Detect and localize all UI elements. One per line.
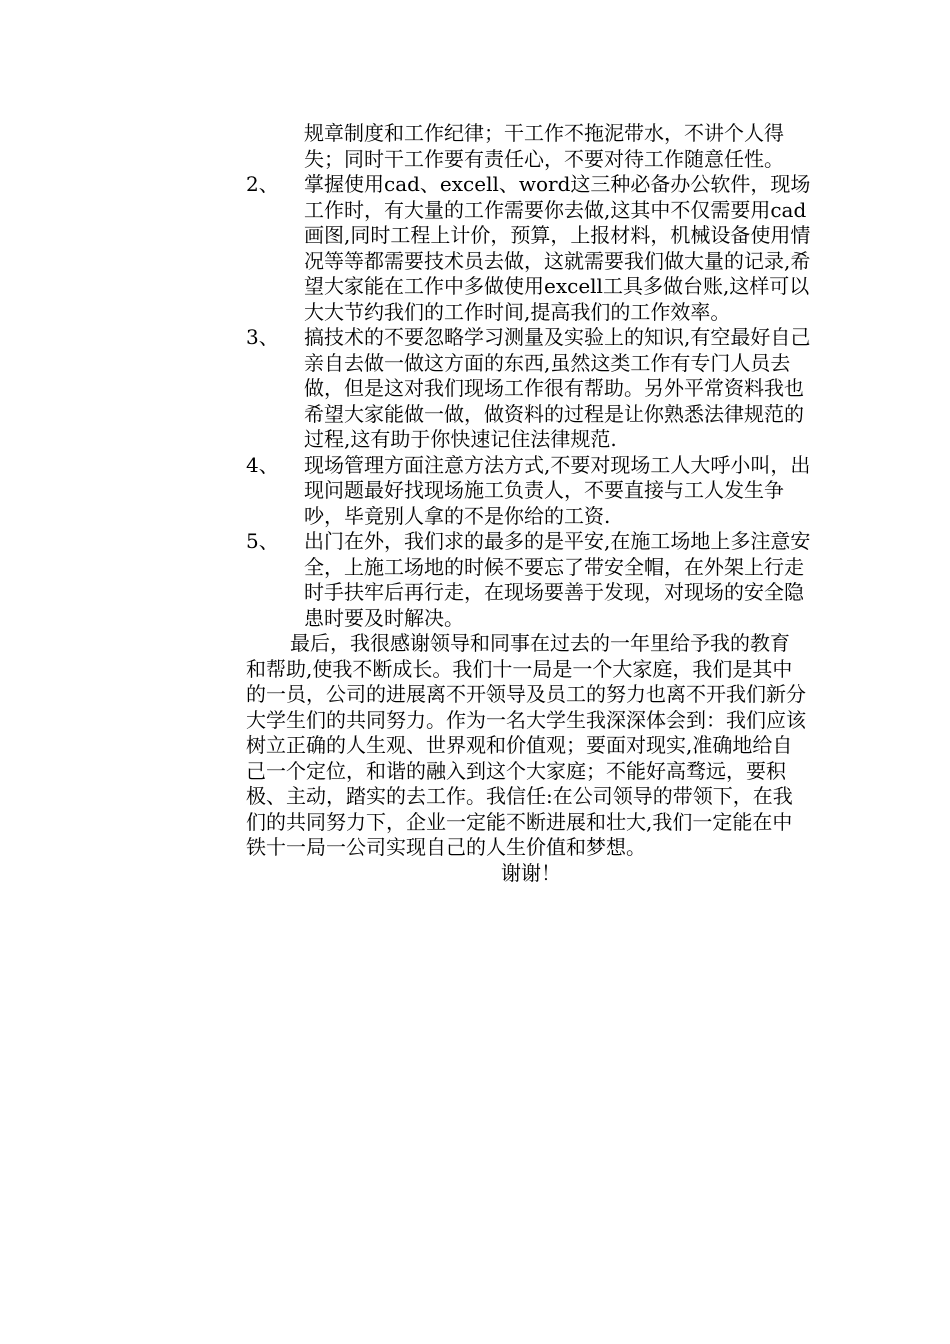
document-body (246, 121, 816, 886)
list-item-text: 搞技术的不要忽略学习测量及实验上的知识,有空最好自己亲自去做一做这方面的东西,虽然这类工作有专门人员去做，但是这对我们现场工作很有帮助。另外平常资料我也希望大家能做一做，做资料的过程是让你熟悉法律规范的过程,这有助于你快速记住法律规范. (304, 325, 811, 451)
list-item-continuation (246, 121, 816, 172)
list-item (246, 325, 816, 453)
list-item-text: 出门在外，我们求的最多的是平安,在施工场地上多注意安全，上施工场地的时候不要忘了带安全帽，在外架上行走时手扶牢后再行走，在现场要善于发现，对现场的安全隐患时要及时解决。 (304, 529, 811, 630)
continuation-text: 规章制度和工作纪律；干工作不拖泥带水，不讲个人得失；同时干工作要有责任心，不要对待工作随意任性。 (304, 121, 784, 171)
list-item (246, 529, 816, 631)
closing-paragraph: 最后，我很感谢领导和同事在过去的一年里给予我的教育和帮助,使我不断成长。我们十一局是一个大家庭，我们是其中的一员，公司的进展离不开领导及员工的努力也离不开我们新分大学生们的共同努力。作为一名大学生我深深体会到：我们应该树立正确的人生观、世界观和价值观；要面对现实,准确地给自己一个定位，和谐的融入到这个大家庭；不能好高骛远，要积极、主动，踏实的去工作。我信任:在公司领导的带领下，在我们的共同努力下，企业一定能不断进展和壮大,我们一定能在中铁十一局一公司实现自己的人生价值和梦想。 (246, 631, 806, 859)
list-item-number: 4、 (246, 452, 279, 477)
list-item-number: 2、 (246, 172, 279, 196)
list-item (246, 172, 816, 325)
list-item (246, 453, 816, 530)
thanks-line: 谢谢！ (501, 860, 561, 885)
list-item-number: 5、 (246, 529, 279, 553)
list-item-text: 掌握使用cad、excell、word这三种必备办公软件，现场工作时，有大量的工作需要你去做,这其中不仅需要用cad画图,同时工程上计价，预算，上报材料，机械设备使用情况等等都需要技术员去做，这就需要我们做大量的记录,希望大家能在工作中多做使用excell工具多做台账,这样可以大大节约我们的工作时间,提高我们的工作效率。 (304, 172, 811, 324)
list-item-text: 现场管理方面注意方法方式,不要对现场工人大呼小叫，出现问题最好找现场施工负责人，不要直接与工人发生争吵，毕竟别人拿的不是你给的工资. (304, 452, 811, 528)
list-item-number: 3、 (246, 325, 279, 349)
